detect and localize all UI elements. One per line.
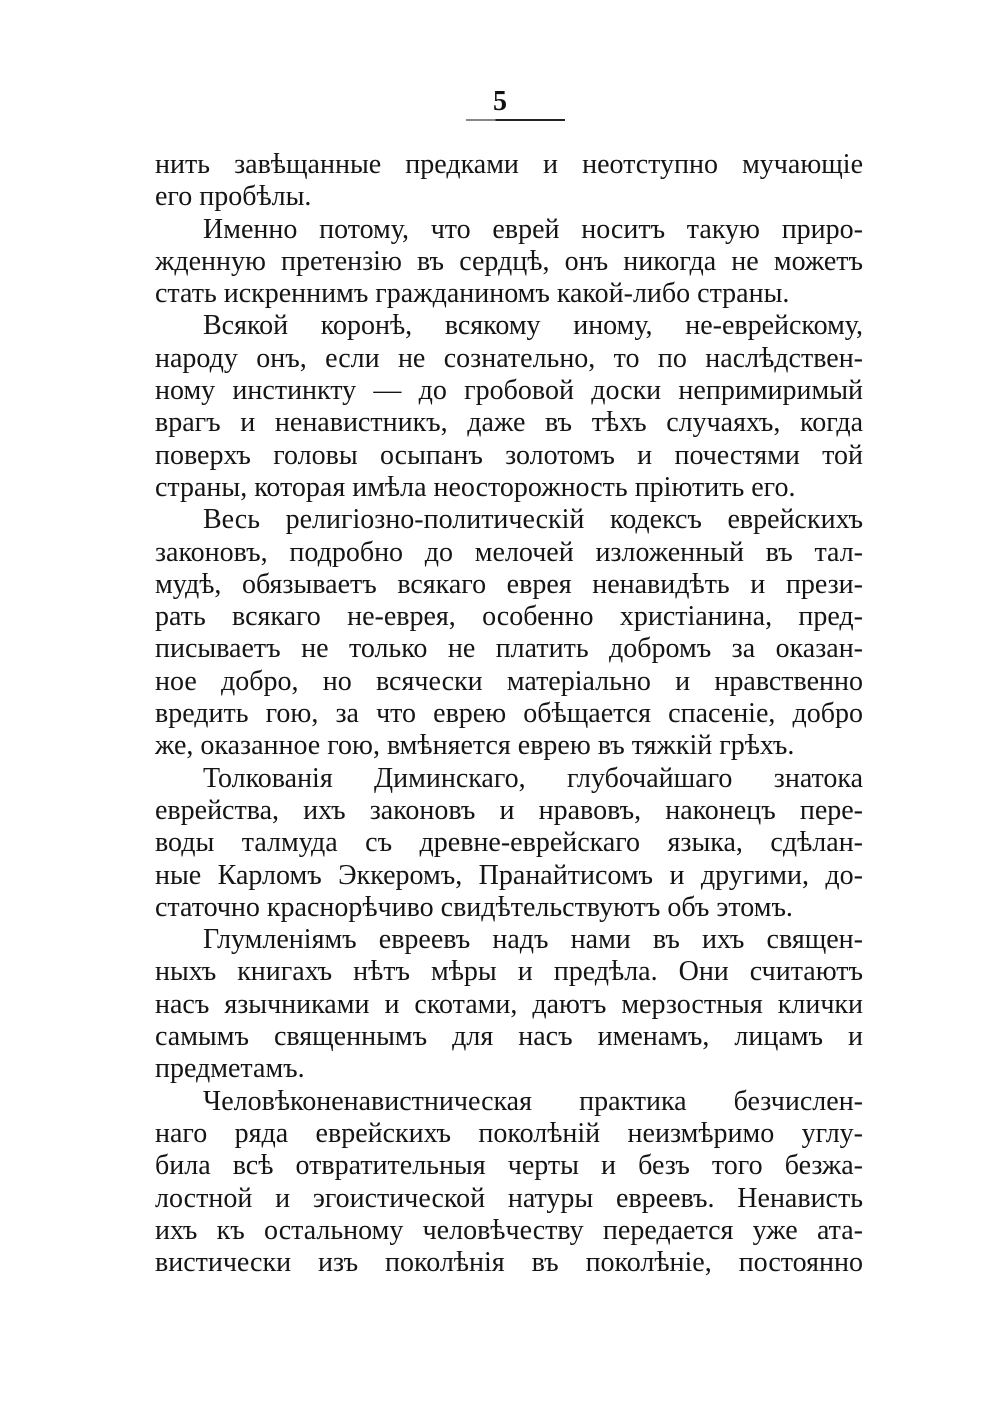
text-line: нить завѣщанные предками и неотступно мучающіе <box>155 149 863 180</box>
text-line: лостной и эгоистической натуры евреевъ. Ненависть <box>155 1182 863 1214</box>
paragraph <box>155 214 863 311</box>
header-rule <box>466 119 565 121</box>
body-text <box>155 149 863 1279</box>
text-line: предметамъ. <box>155 1053 305 1085</box>
text-line: Человѣконенавистническая практика безчислен- <box>203 1085 863 1117</box>
text-line: законовъ, подробно до мелочей изложенный въ тал- <box>155 536 863 568</box>
text-line: вредить гою, за что еврею обѣщается спасеніе, добро <box>155 698 863 730</box>
paragraph <box>155 504 863 762</box>
text-line: ные Карломъ Эккеромъ, Пранайтисомъ и другими, до- <box>155 859 863 891</box>
text-line: стать искреннимъ гражданиномъ какой-либо страны. <box>155 278 790 310</box>
paragraph <box>155 763 863 924</box>
text-line: ное добро, но всячески матеріально и нравственно <box>155 665 863 697</box>
text-line: била всѣ отвратительныя черты и безъ того безжа- <box>155 1150 863 1182</box>
text-line: Именно потому, что еврей носитъ такую приро- <box>203 213 863 245</box>
text-line: ному инстинкту — до гробовой доски непримиримый <box>155 375 863 407</box>
text-line: вистически изъ поколѣнія въ поколѣніе, постоянно <box>155 1247 863 1279</box>
text-line: Весь религіозно-политическій кодексъ еврейскихъ <box>203 504 863 536</box>
text-line: Всякой коронѣ, всякому иному, не-еврейскому, <box>203 310 863 342</box>
text-line: его пробѣлы. <box>155 181 312 213</box>
text-line: Глумленіямъ евреевъ надъ нами въ ихъ священ- <box>203 924 863 956</box>
text-line: ихъ къ остальному человѣчеству передается уже ата- <box>155 1214 863 1246</box>
paragraph <box>155 149 863 214</box>
text-line: же, оказанное гою, вмѣняется еврею въ тяжкій грѣхъ. <box>155 730 795 762</box>
paragraph <box>155 1086 863 1280</box>
text-line: еврейства, ихъ законовъ и нравовъ, наконецъ пере- <box>155 794 863 826</box>
text-line: врагъ и ненавистникъ, даже въ тѣхъ случаяхъ, когда <box>155 407 863 439</box>
text-line: народу онъ, если не сознательно, то по наслѣдствен- <box>155 342 863 374</box>
text-line: рать всякаго не-еврея, особенно христіанина, пред- <box>155 601 863 633</box>
text-line: самымъ священнымъ для насъ именамъ, лицамъ и <box>155 1021 863 1053</box>
text-line: писываетъ не только не платить добромъ за оказан- <box>155 633 863 665</box>
paragraph <box>155 310 863 504</box>
text-line: жденную претензію въ сердцѣ, онъ никогда не можетъ <box>155 245 863 277</box>
text-line: наго ряда еврейскихъ поколѣній неизмѣримо углу- <box>155 1117 863 1149</box>
text-line: ныхъ книгахъ нѣтъ мѣры и предѣла. Они считаютъ <box>155 956 863 988</box>
page-number: 5 <box>493 86 507 117</box>
text-line: Толкованія Диминскаго, глубочайшаго знатока <box>203 762 863 794</box>
text-line: поверхъ головы осыпанъ золотомъ и почестями той <box>155 439 863 471</box>
text-line: насъ язычниками и скотами, даютъ мерзостныя клички <box>155 988 863 1020</box>
paragraph <box>155 924 863 1085</box>
text-line: мудѣ, обязываетъ всякаго еврея ненавидѣть и прези- <box>155 568 863 600</box>
text-line: статочно краснорѣчиво свидѣтельствуютъ объ этомъ. <box>155 891 793 923</box>
text-line: страны, которая имѣла неосторожность пріютить его. <box>155 471 796 503</box>
text-line: воды талмуда съ древне-еврейскаго языка, сдѣлан- <box>155 827 863 859</box>
